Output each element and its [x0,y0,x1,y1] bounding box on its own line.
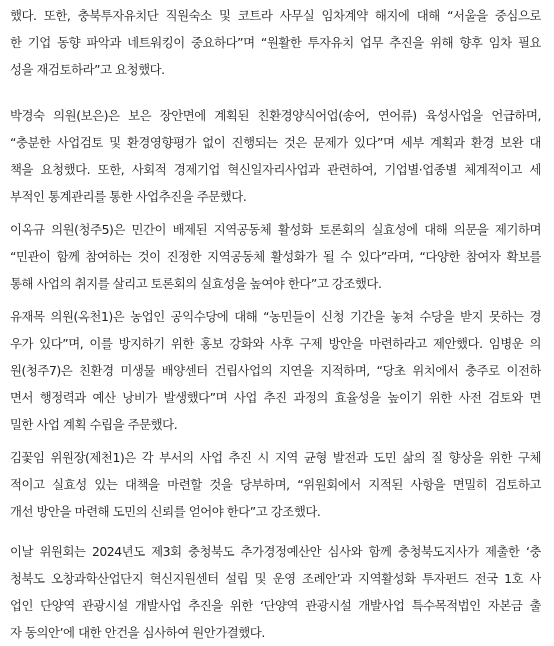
paragraph-committee-result [10,538,541,646]
text-line: 이날 위원회는 2024년도 제3회 충청북도 추가경정예산안 심사와 함께 충청북도지사가 제출한 ‘충 [10,544,541,559]
text-line: 유재목 의원(옥천1)은 농업인 공익수당에 대해 “농민들이 신청 기간을 놓쳐 수당을 받지 못하는 경 [10,309,541,324]
text-line: 성을 재검토하라”고 요청했다. [10,62,165,77]
text-line: 부적인 통계관리를 통한 사업추진을 주문했다. [10,189,247,204]
text-line: 한 기업 동향 파악과 네트워킹이 중요하다”며 “원활한 투자유치 업무 추진을 위해 향후 임차 필요 [10,35,541,50]
paragraph-park-gyeongsuk [10,102,541,210]
text-line: “민관이 함께 참여하는 것이 진정한 지역공동체 활성화가 될 수 있다”라며, “다양한 참여자 확보를 [10,249,541,264]
text-line: 했다. 또한, 충북투자유치단 직원숙소 및 코트라 사무실 임차계약 해지에 대해 “서울을 중심으로 [10,8,541,23]
text-line: 원(청주7)은 친환경 미생물 배양센터 건립사업의 지연을 지적하며, “당초 위치에서 충주로 이전하 [10,363,541,378]
text-line: 통해 사업의 취지를 살리고 토론회의 실효성을 높여야 한다”고 강조했다. [10,276,382,291]
paragraph-lee-okgyu [10,216,541,297]
text-line: 면서 행정력과 예산 낭비가 발생했다”며 사업 추진 과정의 효율성을 높이기 위한 사전 검토와 면 [10,390,541,405]
paragraph-kim-kkotim [10,444,541,525]
text-line: 적이고 실효성 있는 대책을 마련할 것을 당부하며, “위원회에서 지적된 사항을 면밀히 검토하고 [10,477,541,492]
text-line: 개선 방안을 마련해 도민의 신뢰를 얻어야 한다”고 강조했다. [10,504,321,519]
paragraph-yoo-jaemok-lim-byeongun [10,303,541,438]
text-line: 김꽃임 위원장(제천1)은 각 부서의 사업 추진 시 지역 균형 발전과 도민 삶의 질 향상을 위한 구체 [10,450,541,465]
text-line: 업인 단양역 관광시설 개발사업 추진을 위한 ‘단양역 관광시설 개발사업 특수목적법인 자본금 출 [10,598,541,613]
text-line: 책을 요청했다. 또한, 사회적 경제기업 혁신일자리사업과 관련하여, 기업별·업종별 체계적이고 세 [10,162,541,177]
text-line: 우가 있다”며, 이를 방지하기 위한 홍보 강화와 사후 구제 방안을 마련하라고 제안했다. 임병운 의 [10,336,541,351]
text-line: 밀한 사업 계획 수립을 주문했다. [10,417,178,432]
text-line: 박경숙 의원(보은)은 보은 장안면에 계획된 친환경양식어업(송어, 연어류) 육성사업을 언급하며, [10,108,541,123]
text-line: 이옥규 의원(청주5)은 민간이 배제된 지역공동체 활성화 토론회의 실효성에 대해 의문을 제기하며 [10,222,541,237]
paragraph-investment-office [10,2,541,83]
text-line: “충분한 사업검토 및 환경영향평가 없이 진행되는 것은 문제가 있다”며 세부 계획과 환경 보완 대 [10,135,541,150]
text-line: 청북도 오창과학산업단지 혁신지원센터 설립 및 운영 조례안’과 지역활성화 투자펀드 전국 1호 사 [10,571,541,586]
text-line: 자 동의안’에 대한 안건을 심사하여 원안가결했다. [10,625,265,640]
